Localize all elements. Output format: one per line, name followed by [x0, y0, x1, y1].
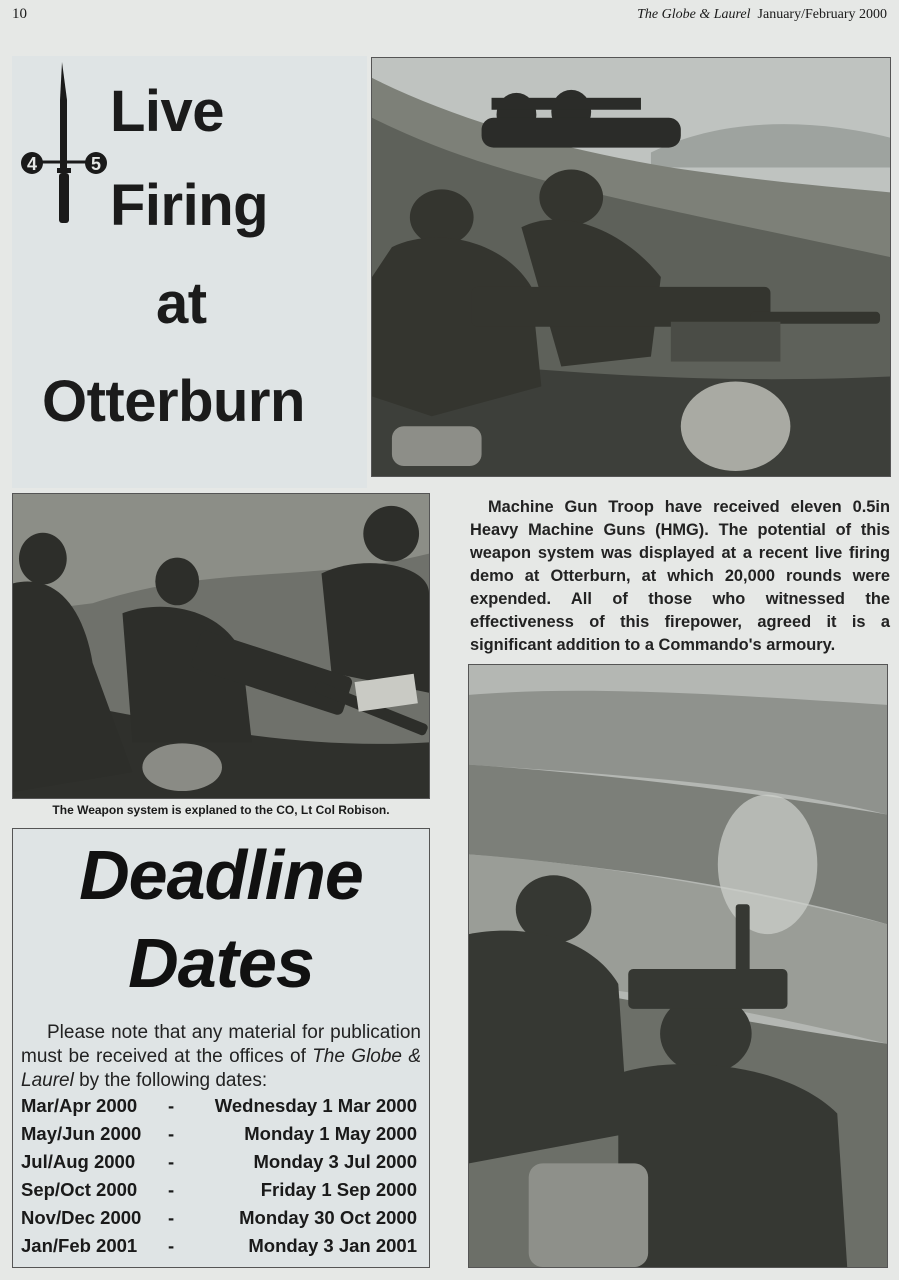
- note-text: Please note that any material for publication must be received at the offices of: [21, 1022, 421, 1067]
- deadline-date: Friday 1 Sep 2000: [260, 1179, 417, 1200]
- deadline-date: Monday 30 Oct 2000: [239, 1207, 417, 1228]
- deadline-date: Monday 3 Jan 2001: [248, 1235, 417, 1256]
- deadline-issue: May/Jun 2000: [21, 1123, 142, 1144]
- deadline-issue: Jan/Feb 2001: [21, 1235, 138, 1256]
- photo-hmg-gunners-hillside: [371, 57, 891, 477]
- title-panel: [12, 56, 367, 488]
- deadline-row: [21, 1235, 417, 1263]
- deadline-dash: -: [168, 1095, 175, 1116]
- deadline-dash: -: [168, 1151, 175, 1172]
- deadline-row: [21, 1207, 417, 1235]
- deadline-note: [21, 1021, 421, 1093]
- deadline-dash: -: [168, 1207, 175, 1228]
- title-line-otterburn: Otterburn: [42, 369, 305, 434]
- photo-firing-moorland: [468, 664, 888, 1268]
- deadline-dash: -: [168, 1123, 175, 1144]
- deadline-issue: Mar/Apr 2000: [21, 1095, 138, 1116]
- deadline-row: [21, 1179, 417, 1207]
- deadline-issue: Sep/Oct 2000: [21, 1179, 138, 1200]
- deadline-issue: Jul/Aug 2000: [21, 1151, 136, 1172]
- emblem-digit-right: 5: [90, 154, 102, 174]
- deadline-row: [21, 1151, 417, 1179]
- deadline-title: Deadline: [79, 836, 363, 914]
- emblem-digit-left: 4: [26, 154, 38, 174]
- deadline-dash: -: [168, 1179, 175, 1200]
- deadline-date: Monday 1 May 2000: [244, 1123, 417, 1144]
- deadline-dash: -: [168, 1235, 175, 1256]
- deadline-row: [21, 1123, 417, 1151]
- issue-date: January/February 2000: [757, 7, 887, 22]
- title-line-firing: Firing: [110, 173, 269, 238]
- note-publication: The Globe & Laurel: [21, 1046, 422, 1091]
- photo-co-briefing: [12, 493, 430, 799]
- title-line-at: at: [156, 271, 207, 336]
- commando-dagger-emblem: [16, 60, 112, 230]
- intro-paragraph: Machine Gun Troop have received eleven 0.5in Heavy Machine Guns (HMG). The potential of this weapon system was displayed at a recent live firing demo at Otterburn, at which 20,000 rounds were expended. All of those who witnessed the effectiveness of this firepower, agreed it is a significant addition to a Commando's armoury.: [470, 498, 890, 654]
- running-header: [637, 7, 887, 23]
- deadline-date: Wednesday 1 Mar 2000: [214, 1095, 417, 1116]
- publication-name: The Globe & Laurel: [637, 7, 751, 22]
- deadline-dates-box: [12, 828, 430, 1268]
- photo-caption: The Weapon system is explaned to the CO, Lt Col Robison.: [52, 803, 390, 817]
- deadline-issue: Nov/Dec 2000: [21, 1207, 142, 1228]
- dates-title: Dates: [128, 924, 314, 1002]
- page-number: 10: [12, 6, 27, 22]
- deadline-row: [21, 1095, 417, 1123]
- note-tail: by the following dates:: [79, 1070, 268, 1091]
- title-line-live: Live: [110, 79, 225, 144]
- deadline-date: Monday 3 Jul 2000: [253, 1151, 417, 1172]
